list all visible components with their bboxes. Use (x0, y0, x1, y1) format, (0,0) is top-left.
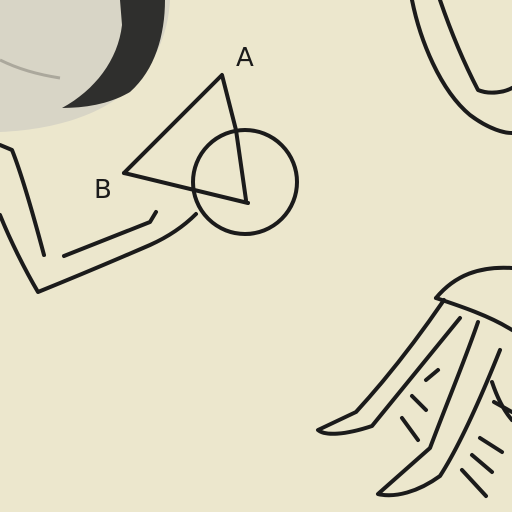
point-b-label: B (94, 175, 112, 205)
point-a-label: A (236, 43, 254, 73)
